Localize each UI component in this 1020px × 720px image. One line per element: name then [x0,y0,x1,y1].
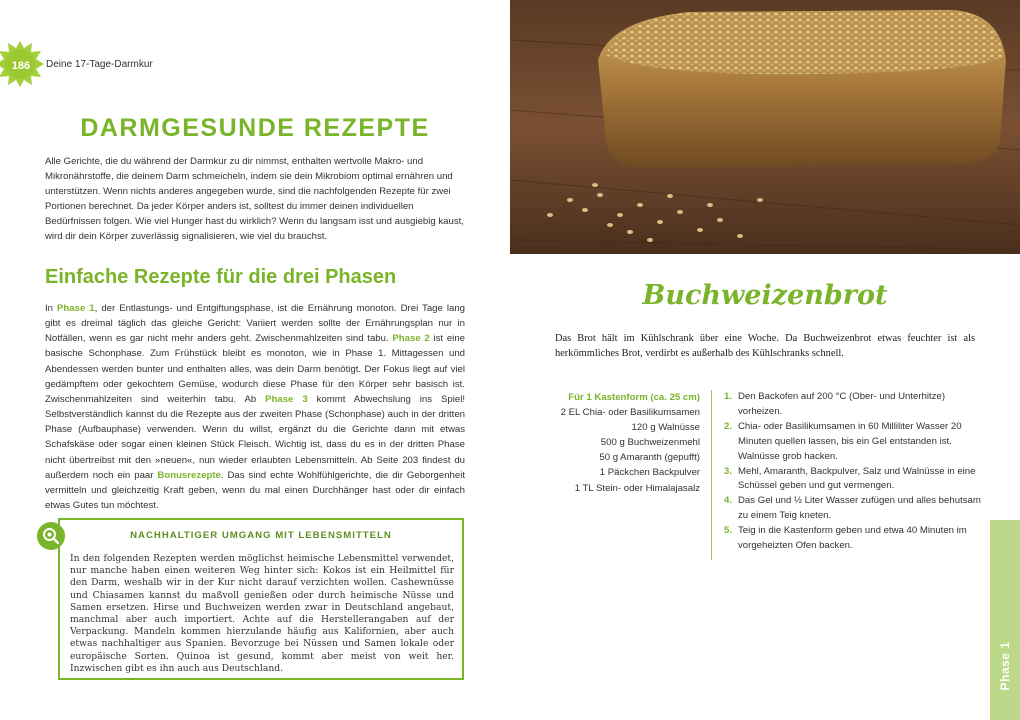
recipe-title: Buchweizenbrot [642,280,888,311]
step-number: 4. [724,495,733,507]
chapter-title: DARMGESUNDE REZEPTE [80,114,430,142]
buckwheat-bread-photo [510,0,1020,254]
step-item [724,465,984,495]
right-page [510,0,1020,720]
body-text-segment: ist eine basische Schonphase. Zum Frühstück bleibt es monoton, wie in Phase 1. Mittagessen und Abendessen werden bunter und enthalten alles, was dein Darm benötigt. Der Fokus liegt auf viel gedämpftem oder gekochtem Gemüse, wodurch diese Phase für den Körper sehr basisch ist. Zwischenmahlzeiten sind weiterhin tabu. Ab [45,333,465,405]
page-number: 186 [11,60,31,72]
phase-3-highlight: Phase 3 [265,393,308,405]
info-box-text: In den folgenden Rezepten werden möglichst heimische Lebensmittel verwendet, nur manche haben einen weiteren Weg hinter sich: Kokos ist ein Heilmittel für den Darm, weshalb wir in der Kur nicht darauf verzichten wollen. Cashewnüsse und Chiasamen kannst du maßvoll genießen oder durch heimische Nüsse und Samen ersetzen. Hirse und Buchweizen werden zwar in Deutschland angebaut, manchmal aber auch importiert. Achte auf die Herstellerangaben auf der Verpackung. Mandeln kommen hierzulande häufig aus Kalifornien, aber auch etwas nachhaltiger aus Spanien. Bevorzuge bei Nüssen und Samen lokale oder europäische Sorten. Quinoa ist gesund, kommt aber meist von weit her. Inzwischen gibt es ihn auch aus Deutschland. [70,553,454,674]
step-text: Teig in die Kastenform geben und etwa 40 Minuten im vorgeheizten Ofen backen. [738,525,967,552]
section-heading: Einfache Rezepte für die drei Phasen [45,266,397,288]
step-number: 1. [724,391,733,402]
phase-tab [990,520,1020,720]
phases-paragraph [45,301,465,513]
ingredient-item: 50 g Amaranth (gepufft) [599,452,700,464]
recipe-intro: Das Brot hält im Kühlschrank über eine Woche. Da Buchweizenbrot etwas feuchter ist als herkömmliches Brot, verdirbt es außerhalb des Kühlschranks schnell. [555,333,975,359]
step-text: Den Backofen auf 200 °C (Ober- und Unterhitze) vorheizen. [738,391,946,417]
intro-paragraph: Alle Gerichte, die du während der Darmkur zu dir nimmst, enthalten wertvolle Makro- und Mikronährstoffe, die deinem Darm schmeicheln, indem sie dein Mikrobiom optimal ernähren und unterstützen. Wenn nichts anderes angegeben wurde, sind die nachfolgenden Rezepte für zwei Portionen berechnet. Da jeder Körper anders ist, solltest du immer deinen individuellen Bedürfnissen folgen. Wie viel Hunger hast du wirklich? Wenn du langsam isst und ausgiebig kaust, wird dir dein Körper zuverlässig signalisieren, wie viel du brauchst. [45,156,464,242]
step-text: Chia- oder Basilikumsamen in 60 Milliliter Wasser 20 Minuten quellen lassen, bis ein Gel entstanden ist. Walnüsse grob hacken. [738,420,962,462]
step-number: 5. [724,525,733,537]
ingredient-item: 500 g Buchweizenmehl [600,437,700,449]
ingredients-heading: Für 1 Kastenform (ca. 25 cm) [568,392,700,403]
bonus-recipes-highlight: Bonusrezepte [157,469,221,481]
step-item [724,524,984,554]
phase-1-highlight: Phase 1 [57,303,95,314]
column-divider [711,390,712,560]
step-item [724,494,984,524]
running-head: Deine 17-Tage-Darmkur [46,59,153,70]
info-box-title: NACHHALTIGER UMGANG MIT LEBENSMITTELN [130,530,392,541]
body-text-segment: . Das sind echte Wohlfühlgerichte, die dir Geborgenheit vermitteln und gleichzeitig Kraft geben, wenn du mal einen Durchhänger hast oder dir einfach etwas Gutes tun möchtest. [45,469,465,512]
step-item [724,420,984,465]
step-number: 3. [724,465,733,477]
step-text: Mehl, Amaranth, Backpulver, Salz und Walnüsse in eine Schüssel geben und gut vermengen. [738,465,976,492]
phase-tab-label-wrap [990,636,1020,696]
step-number: 2. [724,420,733,432]
body-text-segment: In [45,303,58,314]
ingredient-item: 1 Päckchen Backpulver [599,467,700,479]
body-text-segment: kommt Abwechslung ins Spiel! Selbstverständlich kannst du die Rezepte aus der zweiten Phase (Schonphase) auch in der dritten Phase (Aufbauphase) verwenden. Wenn du willst, ergänzt du die Gerichte dann mit etwas Schafskäse oder sogar einen kleinen Stück Fleisch. Wichtig ist, dass du es in der dritten Phase nicht übertreibst mit den »neuen«, nun wieder erlaubten Lebensmitteln. Ab Seite 203 findest du außerdem noch ein paar [45,393,465,481]
ingredient-item: 1 TL Stein- oder Himalajasalz [574,482,700,494]
step-item [724,390,984,420]
ingredients-list [540,390,700,496]
step-text: Das Gel und ½ Liter Wasser zufügen und alles behutsam zu einem Teig kneten. [738,495,981,522]
body-text-segment: , der Entlastungs- und Entgiftungsphase, ist die Ernährung monoton. Drei Tage lang gibt es dreimal täglich das gleiche Gericht: Variiert werden sollte der Ernährungsplan nur in Notfällen, wenn es gar nicht mehr anders geht. Zwischenmahlzeiten sind tabu. [45,303,465,345]
ingredient-item: 120 g Walnüsse [631,422,700,434]
phase-2-highlight: Phase 2 [392,333,430,345]
phase-tab-label: Phase 1 [998,641,1012,691]
preparation-steps [724,390,984,554]
ingredient-item: 2 EL Chia- oder Basilikumsamen [560,407,700,419]
